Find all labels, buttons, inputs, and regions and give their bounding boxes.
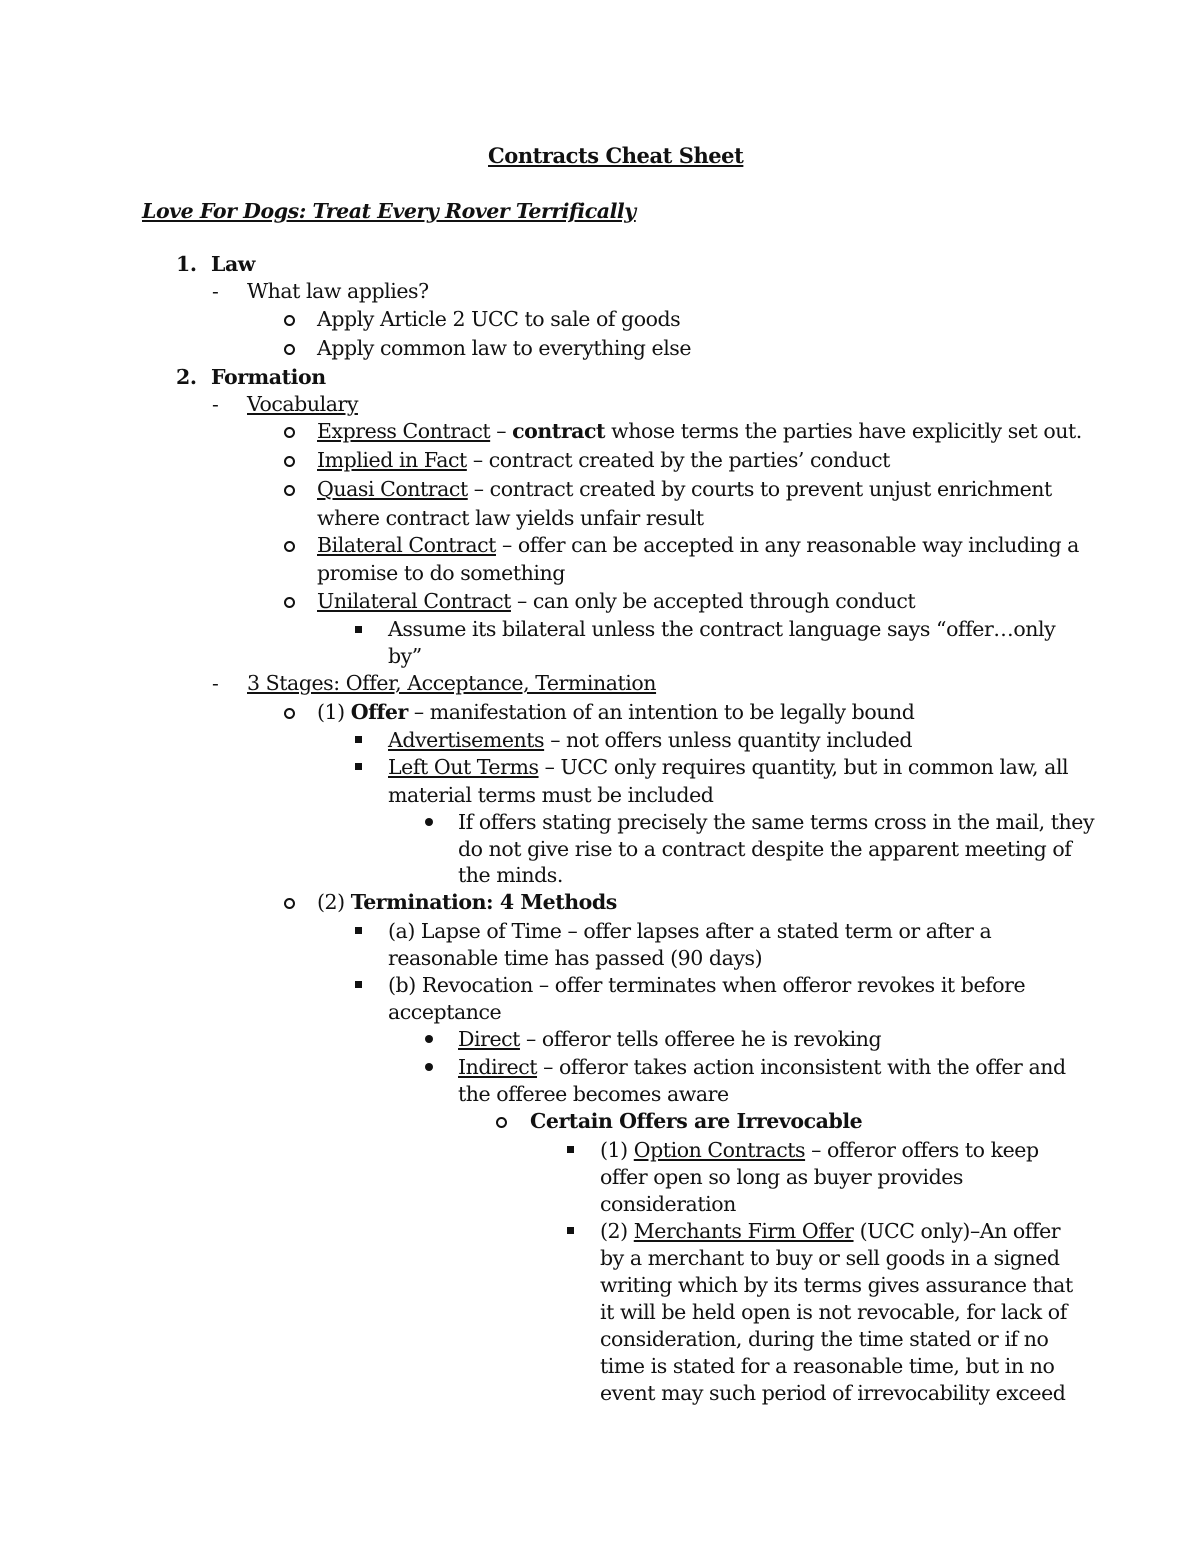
text-line: consideration, during the time stated or if no (600, 1327, 1049, 1351)
circle-bullet (284, 427, 295, 438)
definition: – offeror tells offeree he is revoking (519, 1027, 882, 1051)
text-line: it will be held open is not revocable, for lack of (600, 1300, 1067, 1324)
left-out-terms-item (388, 753, 1068, 781)
section-number: 1. (176, 252, 197, 276)
text-line: do not give rise to a contract despite the apparent meeting of (458, 837, 1072, 861)
bold-term: contract (512, 419, 606, 443)
text-line: (b) Revocation – offer terminates when offeror revokes it before (388, 973, 1026, 997)
definition: – can only be accepted through conduct (510, 589, 916, 613)
text-line: where contract law yields unfair result (317, 506, 704, 530)
vocab-bilateral-contract (317, 531, 1079, 559)
term: Bilateral Contract (317, 533, 496, 557)
circle-bullet (284, 708, 295, 719)
prefix: (2) (600, 1219, 634, 1243)
square-bullet (355, 736, 362, 743)
text-line: Assume its bilateral unless the contract language says “offer…only (388, 617, 1056, 641)
bold-term: Termination: 4 Methods (350, 890, 617, 914)
text-line: by a merchant to buy or sell goods in a signed (600, 1246, 1060, 1270)
vocabulary-heading: Vocabulary (247, 392, 358, 416)
text-line: promise to do something (317, 561, 565, 585)
round-bullet (425, 818, 433, 826)
law-question: What law applies? (247, 279, 429, 303)
text-line: reasonable time has passed (90 days) (388, 946, 763, 970)
merchants-firm-offer-item (600, 1217, 1060, 1245)
dash-bullet: - (212, 392, 219, 416)
definition: – UCC only requires quantity, but in common law, all (538, 755, 1069, 779)
vocab-quasi-contract (317, 475, 1052, 503)
page-title: Contracts Cheat Sheet (488, 143, 744, 168)
irrevocable-heading: Certain Offers are Irrevocable (530, 1109, 863, 1133)
vocab-express-contract (317, 417, 1082, 445)
square-bullet (355, 981, 362, 988)
text-line: acceptance (388, 1000, 502, 1024)
circle-bullet (284, 485, 295, 496)
circle-bullet (284, 597, 295, 608)
circle-bullet (284, 344, 295, 355)
term: Advertisements (388, 728, 545, 752)
term: Direct (458, 1027, 520, 1051)
circle-bullet (284, 315, 295, 326)
text-line: writing which by its terms gives assurance that (600, 1273, 1073, 1297)
term: Merchants Firm Offer (633, 1219, 854, 1243)
section-heading-law: Law (211, 252, 255, 276)
vocab-implied-in-fact (317, 446, 890, 474)
text-line: time is stated for a reasonable time, but in no (600, 1354, 1055, 1378)
bold-term: Offer (350, 700, 408, 724)
text-line: event may such period of irrevocability exceed (600, 1381, 1066, 1405)
definition: (UCC only)–An offer (853, 1219, 1061, 1243)
circle-bullet (284, 898, 295, 909)
text-line: the offeree becomes aware (458, 1082, 729, 1106)
circle-bullet (284, 541, 295, 552)
round-bullet (425, 1063, 433, 1071)
text-line: (a) Lapse of Time – offer lapses after a stated term or after a (388, 919, 992, 943)
term: Implied in Fact (317, 448, 467, 472)
dash-bullet: - (212, 279, 219, 303)
text-line: the minds. (458, 863, 563, 887)
square-bullet (355, 763, 362, 770)
square-bullet (567, 1146, 574, 1153)
mnemonic: Love For Dogs: Treat Every Rover Terrifically (142, 199, 636, 223)
square-bullet (355, 927, 362, 934)
text-line: material terms must be included (388, 783, 714, 807)
definition: – offer can be accepted in any reasonable way including a (495, 533, 1079, 557)
term: Indirect (458, 1055, 538, 1079)
stages-heading: 3 Stages: Offer, Acceptance, Termination (247, 671, 657, 695)
definition: – manifestation of an intention to be legally bound (407, 700, 915, 724)
prefix: (2) (317, 890, 351, 914)
vocab-unilateral-contract (317, 587, 915, 615)
circle-bullet (284, 456, 295, 467)
definition: – contract created by the parties’ conduct (466, 448, 890, 472)
term: Express Contract (317, 419, 491, 443)
definition: whose terms the parties have explicitly set out. (605, 419, 1082, 443)
indirect-item (458, 1053, 1066, 1081)
section-number: 2. (176, 365, 197, 389)
definition: – offeror offers to keep (805, 1138, 1039, 1162)
section-heading-formation: Formation (211, 365, 326, 389)
termination-heading (317, 888, 617, 916)
prefix: (1) (317, 700, 351, 724)
offer-heading (317, 698, 914, 726)
text-line: If offers stating precisely the same terms cross in the mail, they (458, 810, 1095, 834)
definition: – not offers unless quantity included (544, 728, 913, 752)
prefix: (1) (600, 1138, 634, 1162)
option-contracts-item (600, 1136, 1039, 1164)
definition: – contract created by courts to prevent unjust enrichment (467, 477, 1052, 501)
dash-bullet: - (212, 671, 219, 695)
law-item: Apply Article 2 UCC to sale of goods (317, 307, 681, 331)
term: Left Out Terms (388, 755, 539, 779)
round-bullet (425, 1035, 433, 1043)
separator: – (490, 419, 513, 443)
direct-item (458, 1025, 881, 1053)
square-bullet (567, 1227, 574, 1234)
term: Quasi Contract (317, 477, 468, 501)
text-line: offer open so long as buyer provides (600, 1165, 963, 1189)
advertisements-item (388, 726, 912, 754)
text-line: consideration (600, 1192, 736, 1216)
circle-bullet (496, 1117, 507, 1128)
definition: – offeror takes action inconsistent with the offer and (537, 1055, 1066, 1079)
term: Unilateral Contract (317, 589, 511, 613)
square-bullet (355, 626, 362, 633)
term: Option Contracts (633, 1138, 806, 1162)
text-line: by” (388, 644, 422, 668)
law-item: Apply common law to everything else (317, 336, 692, 360)
